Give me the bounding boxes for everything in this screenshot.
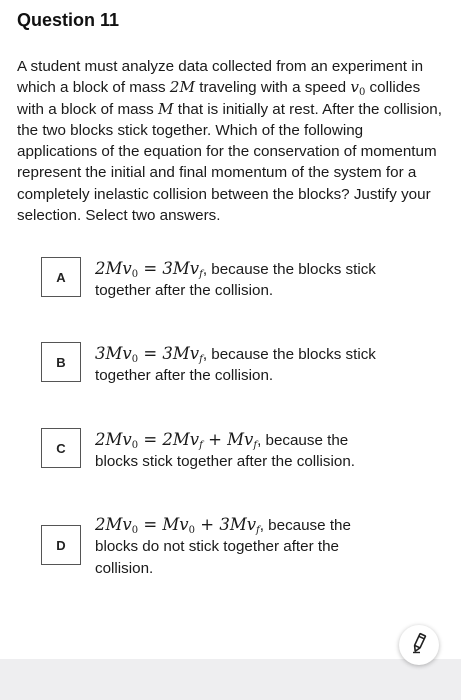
option-c-text xyxy=(95,429,395,473)
option-d-letter-button[interactable]: D xyxy=(41,525,81,565)
option-c-justification: , because the blocks stick together after the collision. xyxy=(95,432,355,471)
mass-2m: 2M xyxy=(169,78,195,97)
option-a-letter-button[interactable]: A xyxy=(41,257,81,297)
annotate-button[interactable] xyxy=(399,625,439,665)
option-b-justification: , because the blocks stick together after the collision. xyxy=(95,346,376,385)
option-d-text xyxy=(95,514,395,579)
option-a-justification: , because the blocks stick together after the collision. xyxy=(95,261,376,300)
option-a-equation: $2Mv_0 = 3Mv_f$ xyxy=(95,259,203,280)
stem-text-2: traveling with a speed xyxy=(195,79,351,97)
mass-m: M xyxy=(157,99,174,118)
option-c[interactable] xyxy=(41,428,441,478)
option-c-letter-button[interactable]: C xyxy=(41,428,81,468)
option-b-text xyxy=(95,343,395,387)
option-b-equation: $3Mv_0 = 3Mv_f$ xyxy=(95,344,203,365)
question-title: Question 11 xyxy=(17,10,120,30)
stem-text-4: that is initially at rest. After the collision, the two blocks stick together. Which of the following applications of the equation for the conservation of momentum represent the initial and final momentum of the system for a completely inelastic collision between the blocks? Justify your selection. Select two answers. xyxy=(17,100,442,225)
option-c-equation: $2Mv_0 = 2Mv_f + Mv_f$ xyxy=(95,430,258,451)
question-stem xyxy=(17,56,445,226)
option-b[interactable] xyxy=(41,342,441,392)
speed-v0: $v_0$ xyxy=(350,78,366,99)
stem-text-3: collides with a block of mass xyxy=(17,79,421,118)
bottom-toolbar xyxy=(0,659,461,700)
option-a-text xyxy=(95,258,395,302)
stem-text-1: A student must analyze data collected from an experiment in which a block of mass xyxy=(17,58,424,97)
option-b-letter-button[interactable]: B xyxy=(41,342,81,382)
option-d-equation: $2Mv_0 = Mv_0 + 3Mv_f$ xyxy=(95,515,260,536)
option-a[interactable] xyxy=(41,257,441,307)
option-d-justification: , because the blocks do not stick together after the collision. xyxy=(95,517,351,577)
pencil-icon xyxy=(408,632,430,659)
option-d[interactable] xyxy=(41,513,441,583)
